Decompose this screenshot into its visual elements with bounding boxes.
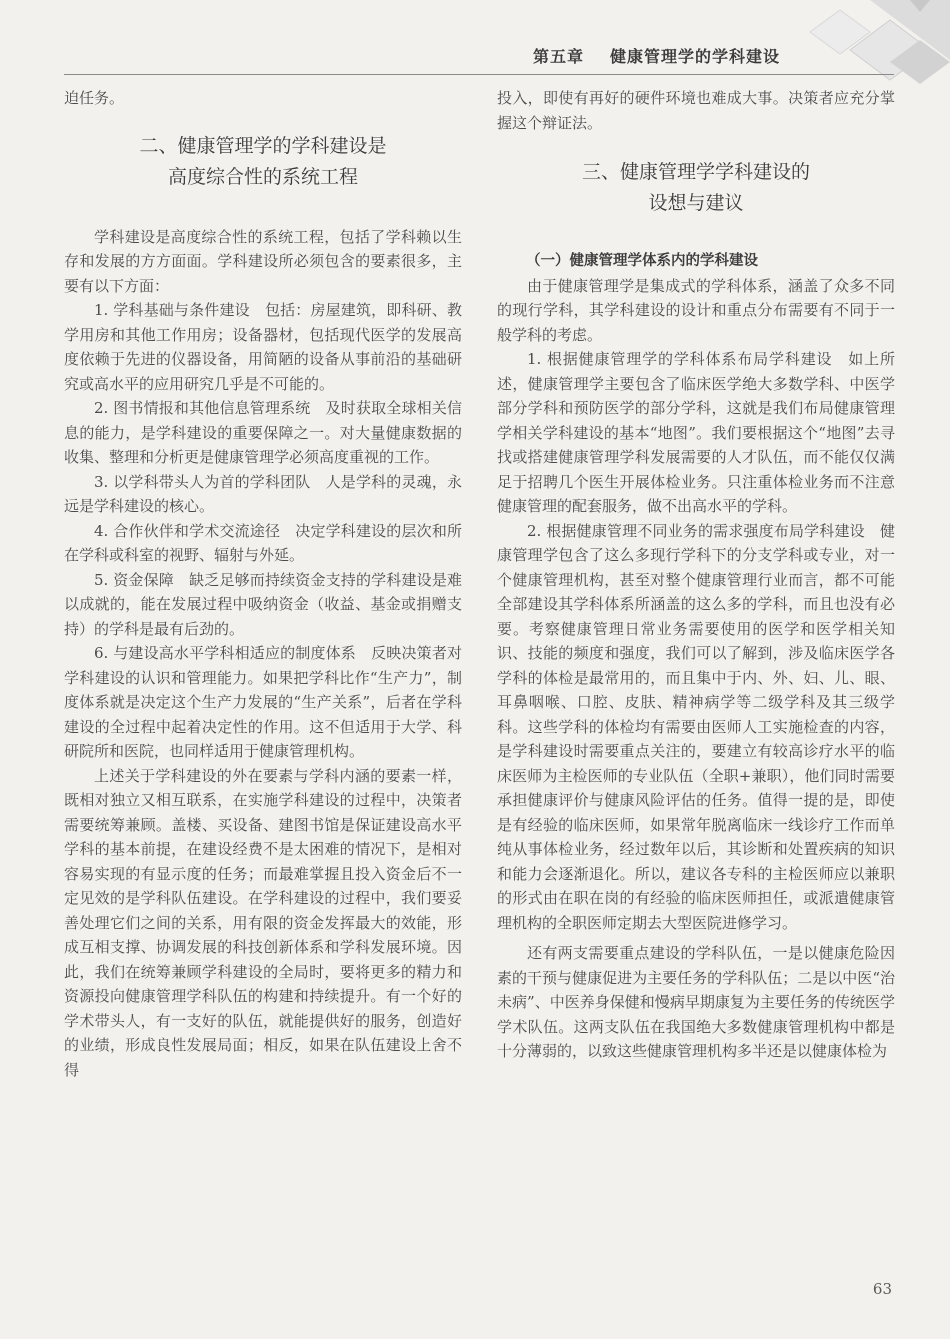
header-rule [64, 74, 894, 75]
continued-text-right: 投入，即使有再好的硬件环境也难成大事。决策者应充分掌握这个辩证法。 [497, 89, 895, 132]
paragraph-2: 1. 根据健康管理学的学科体系布局学科建设 如上所述，健康管理学主要包含了临床医学绝大多数学科、中医学部分学科和预防医学的部分学科，这就是我们布局健康管理学相关学科建设的基本“地图”。我们要根据这个“地图”去寻找或搭建健康管理学科发展需要的人才队伍，而不能仅仅满足于招聘几个医生开展体检业务。只注重体检业务而不注意健康管理的配套服务，做不出高水平的学科。 [497, 350, 895, 515]
page-number: 63 [872, 1280, 892, 1298]
paragraph-4: 还有两支需要重点建设的学科队伍，一是以健康危险因素的干预与健康促进为主要任务的学科队伍；二是以中医“治未病”、中医养身保健和慢病早期康复为主要任务的传统医学学术队伍。这两支队伍在我国绝大多数健康管理机构中都是十分薄弱的，以致这些健康管理机构多半还是以健康体检为 [497, 944, 895, 1060]
list-item-6: 6. 与建设高水平学科相适应的制度体系 反映决策者对学科建设的认识和管理能力。如果把学科比作“生产力”，制度体系就是决定这个生产力发展的“生产关系”，后者在学科建设的全过程中起着决定性的作用。这不但适用于大学、科研院所和医院，也同样适用于健康管理机构。 [64, 644, 462, 760]
intro-paragraph: 学科建设是高度综合性的系统工程，包括了学科赖以生存和发展的方方面面。学科建设所必须包含的要素很多，主要有以下方面： [64, 227, 462, 295]
left-column [64, 86, 462, 1082]
paragraph-3: 2. 根据健康管理不同业务的需求强度布局学科建设 健康管理学包含了这么多现行学科下的分支学科或专业，对一个健康管理机构，甚至对整个健康管理行业而言，都不可能全部建设其学科体系所涵盖的这么多的学科，而且也没有必要。考察健康管理日常业务需要使用的医学和医学相关知识、技能的频度和强度，我们可以了解到，涉及临床医学各学科的体检是最常用的，而且集中于内、外、妇、儿、眼、耳鼻咽喉、口腔、皮肤、精神病学等二级学科及其三级学科。这些学科的体检均有需要由医师人工实施检查的内容，是学科建设时需要重点关注的，要建立有较高诊疗水平的临床医师为主检医师的专业队伍（全职+兼职），他们同时需要承担健康评价与健康风险评估的任务。值得一提的是，即使是有经验的临床医师，如果常年脱离临床一线诊疗工作而单纯从事体检业务，经过数年以后，其诊断和处置疾病的知识和能力会逐渐退化。所以，建议各专科的主检医师应以兼职的形式由在职在岗的有经验的临床医师担任，或派遣健康管理机构的全职医师定期去大型医院进修学习。 [497, 521, 895, 932]
section-2-title-line-2: 高度综合性的系统工程 [167, 165, 358, 188]
list-item-2: 2. 图书情报和其他信息管理系统 及时获取全球相关信息的能力，是学科建设的重要保障之一。对大量健康数据的收集、整理和分析更是健康管理学必须高度重视的工作。 [64, 399, 462, 466]
chapter-number: 第五章 [532, 47, 584, 66]
running-head [533, 44, 780, 67]
list-item-1: 1. 学科基础与条件建设 包括：房屋建筑，即科研、教学用房和其他工作用房；设备器材，包括现代医学的发展高度依赖于先进的仪器设备，用简陋的设备从事前沿的基础研究或高水平的应用研究几乎是不可能的。 [64, 301, 462, 393]
section-3-title-line-2: 设想与建议 [648, 192, 744, 214]
list-item-3: 3. 以学科带头人为首的学科团队 人是学科的灵魂，永远是学科建设的核心。 [64, 472, 462, 515]
subsection-1-title: （一）健康管理学体系内的学科建设 [526, 253, 758, 269]
chapter-title: 健康管理学的学科建设 [609, 47, 780, 66]
section-3-title-line-1: 三、健康管理学学科建设的 [581, 161, 810, 183]
summary-paragraph: 上述关于学科建设的外在要素与学科内涵的要素一样，既相对独立又相互联系，在实施学科建设的过程中，决策者需要统筹兼顾。盖楼、买设备、建图书馆是保证建设高水平学科的基本前提，在建设经费不是太困难的情况下，是相对容易实现的有显示度的任务；而最难掌握且投入资金后不一定见效的是学科队伍建设。在学科建设的过程中，我们要妥善处理它们之间的关系，用有限的资金发挥最大的效能，形成互相支撑、协调发展的科技创新体系和学科发展环境。因此，我们在统筹兼顾学科建设的全局时，要将更多的精力和资源投向健康管理学科队伍的构建和持续提升。有一个好的学术带头人，有一支好的队伍，就能提供好的服务，创造好的业绩，形成良性发展局面；相反，如果在队伍建设上舍不得 [64, 766, 462, 1079]
list-item-5: 5. 资金保障 缺乏足够而持续资金支持的学科建设是难以成就的，能在发展过程中吸纳资金（收益、基金或捐赠支持）的学科是最有后劲的。 [64, 570, 462, 638]
paragraph-1: 由于健康管理学是集成式的学科体系，涵盖了众多不同的现行学科，其学科建设的设计和重点分布需要有不同于一般学科的考虑。 [497, 276, 895, 344]
right-column [497, 86, 895, 1064]
section-2-title-line-1: 二、健康管理学的学科建设是 [139, 134, 387, 157]
list-item-4: 4. 合作伙伴和学术交流途径 决定学科建设的层次和所在学科或科室的视野、辐射与外延。 [64, 521, 462, 564]
continued-text: 迫任务。 [64, 89, 125, 107]
